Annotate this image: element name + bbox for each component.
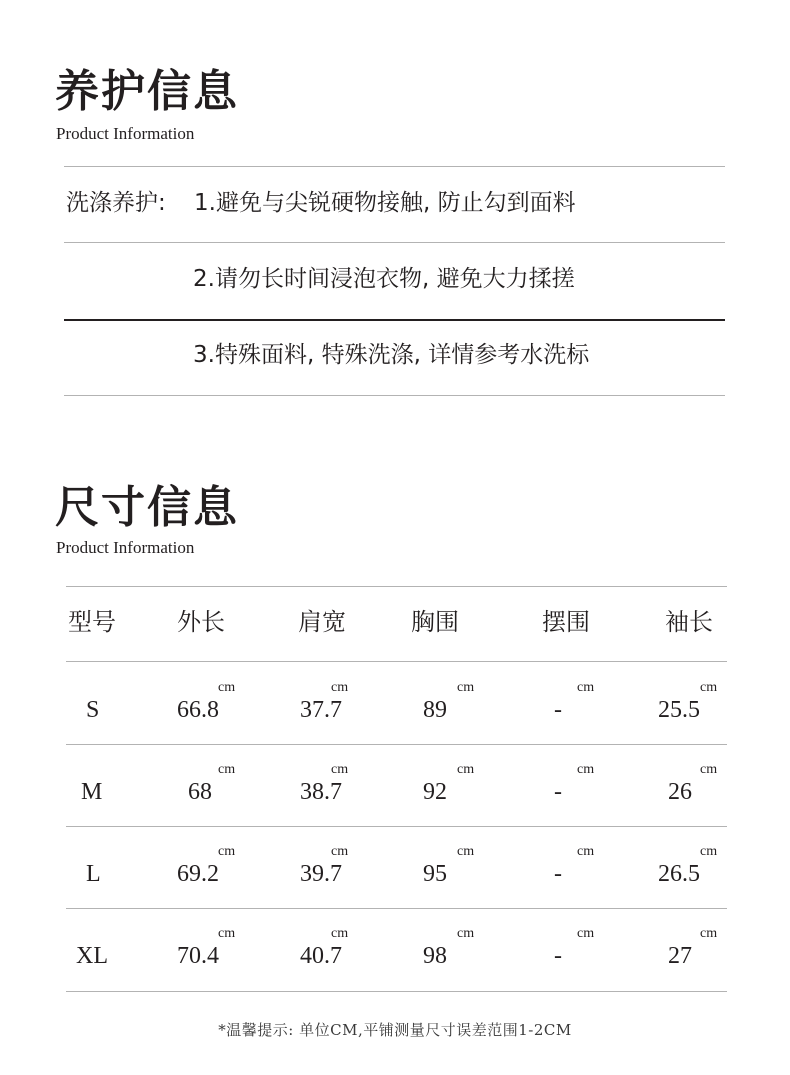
cell-length: 68 bbox=[188, 779, 212, 805]
unit-label: cm bbox=[700, 680, 718, 695]
cell-sleeve: 26.5 bbox=[658, 861, 700, 887]
unit-label: cm bbox=[457, 844, 475, 859]
header-hem: 摆围 bbox=[542, 608, 590, 636]
cell-shoulder: 40.7 bbox=[300, 943, 342, 969]
size-table-rule bbox=[66, 661, 727, 662]
care-divider bbox=[64, 242, 725, 243]
unit-label: cm bbox=[331, 926, 349, 941]
cell-sleeve: 25.5 bbox=[658, 697, 700, 723]
measurement-note: *温馨提示: 单位CM,平铺测量尺寸误差范围1-2CM bbox=[218, 1021, 572, 1039]
care-section-subtitle: Product Information bbox=[56, 124, 195, 143]
cell-sleeve: 26 bbox=[668, 779, 692, 805]
header-length: 外长 bbox=[177, 608, 225, 636]
unit-label: cm bbox=[331, 844, 349, 859]
unit-label: cm bbox=[218, 680, 236, 695]
size-section-subtitle: Product Information bbox=[56, 538, 195, 557]
size-table-rule bbox=[66, 908, 727, 909]
unit-label: cm bbox=[218, 762, 236, 777]
care-section-title: 养护信息 bbox=[55, 66, 239, 117]
cell-chest: 98 bbox=[423, 943, 447, 969]
size-section-title: 尺寸信息 bbox=[55, 482, 239, 533]
cell-length: 70.4 bbox=[177, 943, 219, 969]
unit-label: cm bbox=[331, 680, 349, 695]
cell-chest: 95 bbox=[423, 861, 447, 887]
unit-label: cm bbox=[700, 762, 718, 777]
cell-length: 69.2 bbox=[177, 861, 219, 887]
cell-shoulder: 38.7 bbox=[300, 779, 342, 805]
care-divider bbox=[64, 395, 725, 396]
care-divider bbox=[64, 319, 725, 321]
header-sleeve: 袖长 bbox=[665, 608, 713, 636]
cell-length: 66.8 bbox=[177, 697, 219, 723]
cell-hem: - bbox=[554, 697, 562, 723]
cell-hem: - bbox=[554, 779, 562, 805]
unit-label: cm bbox=[577, 844, 595, 859]
unit-label: cm bbox=[577, 762, 595, 777]
unit-label: cm bbox=[577, 926, 595, 941]
cell-shoulder: 39.7 bbox=[300, 861, 342, 887]
size-table-rule bbox=[66, 744, 727, 745]
cell-chest: 89 bbox=[423, 697, 447, 723]
unit-label: cm bbox=[700, 844, 718, 859]
care-item-2: 2.请勿长时间浸泡衣物, 避免大力揉搓 bbox=[193, 266, 575, 292]
cell-size: XL bbox=[76, 943, 108, 969]
cell-hem: - bbox=[554, 861, 562, 887]
size-table-top-rule bbox=[66, 586, 727, 587]
header-shoulder: 肩宽 bbox=[298, 608, 346, 636]
care-item-1: 1.避免与尖锐硬物接触, 防止勾到面料 bbox=[194, 190, 576, 216]
unit-label: cm bbox=[700, 926, 718, 941]
unit-label: cm bbox=[457, 680, 475, 695]
care-label: 洗涤养护: bbox=[66, 190, 166, 216]
unit-label: cm bbox=[331, 762, 349, 777]
unit-label: cm bbox=[218, 844, 236, 859]
size-table-rule bbox=[66, 826, 727, 827]
cell-shoulder: 37.7 bbox=[300, 697, 342, 723]
header-chest: 胸围 bbox=[411, 608, 459, 636]
cell-chest: 92 bbox=[423, 779, 447, 805]
care-divider bbox=[64, 166, 725, 167]
unit-label: cm bbox=[577, 680, 595, 695]
unit-label: cm bbox=[218, 926, 236, 941]
unit-label: cm bbox=[457, 926, 475, 941]
care-item-3: 3.特殊面料, 特殊洗涤, 详情参考水洗标 bbox=[193, 342, 590, 368]
cell-size: L bbox=[86, 861, 101, 887]
cell-size: S bbox=[86, 697, 100, 723]
cell-sleeve: 27 bbox=[668, 943, 692, 969]
cell-size: M bbox=[81, 779, 103, 805]
unit-label: cm bbox=[457, 762, 475, 777]
size-table-bottom-rule bbox=[66, 991, 727, 992]
header-size: 型号 bbox=[68, 608, 116, 636]
cell-hem: - bbox=[554, 943, 562, 969]
